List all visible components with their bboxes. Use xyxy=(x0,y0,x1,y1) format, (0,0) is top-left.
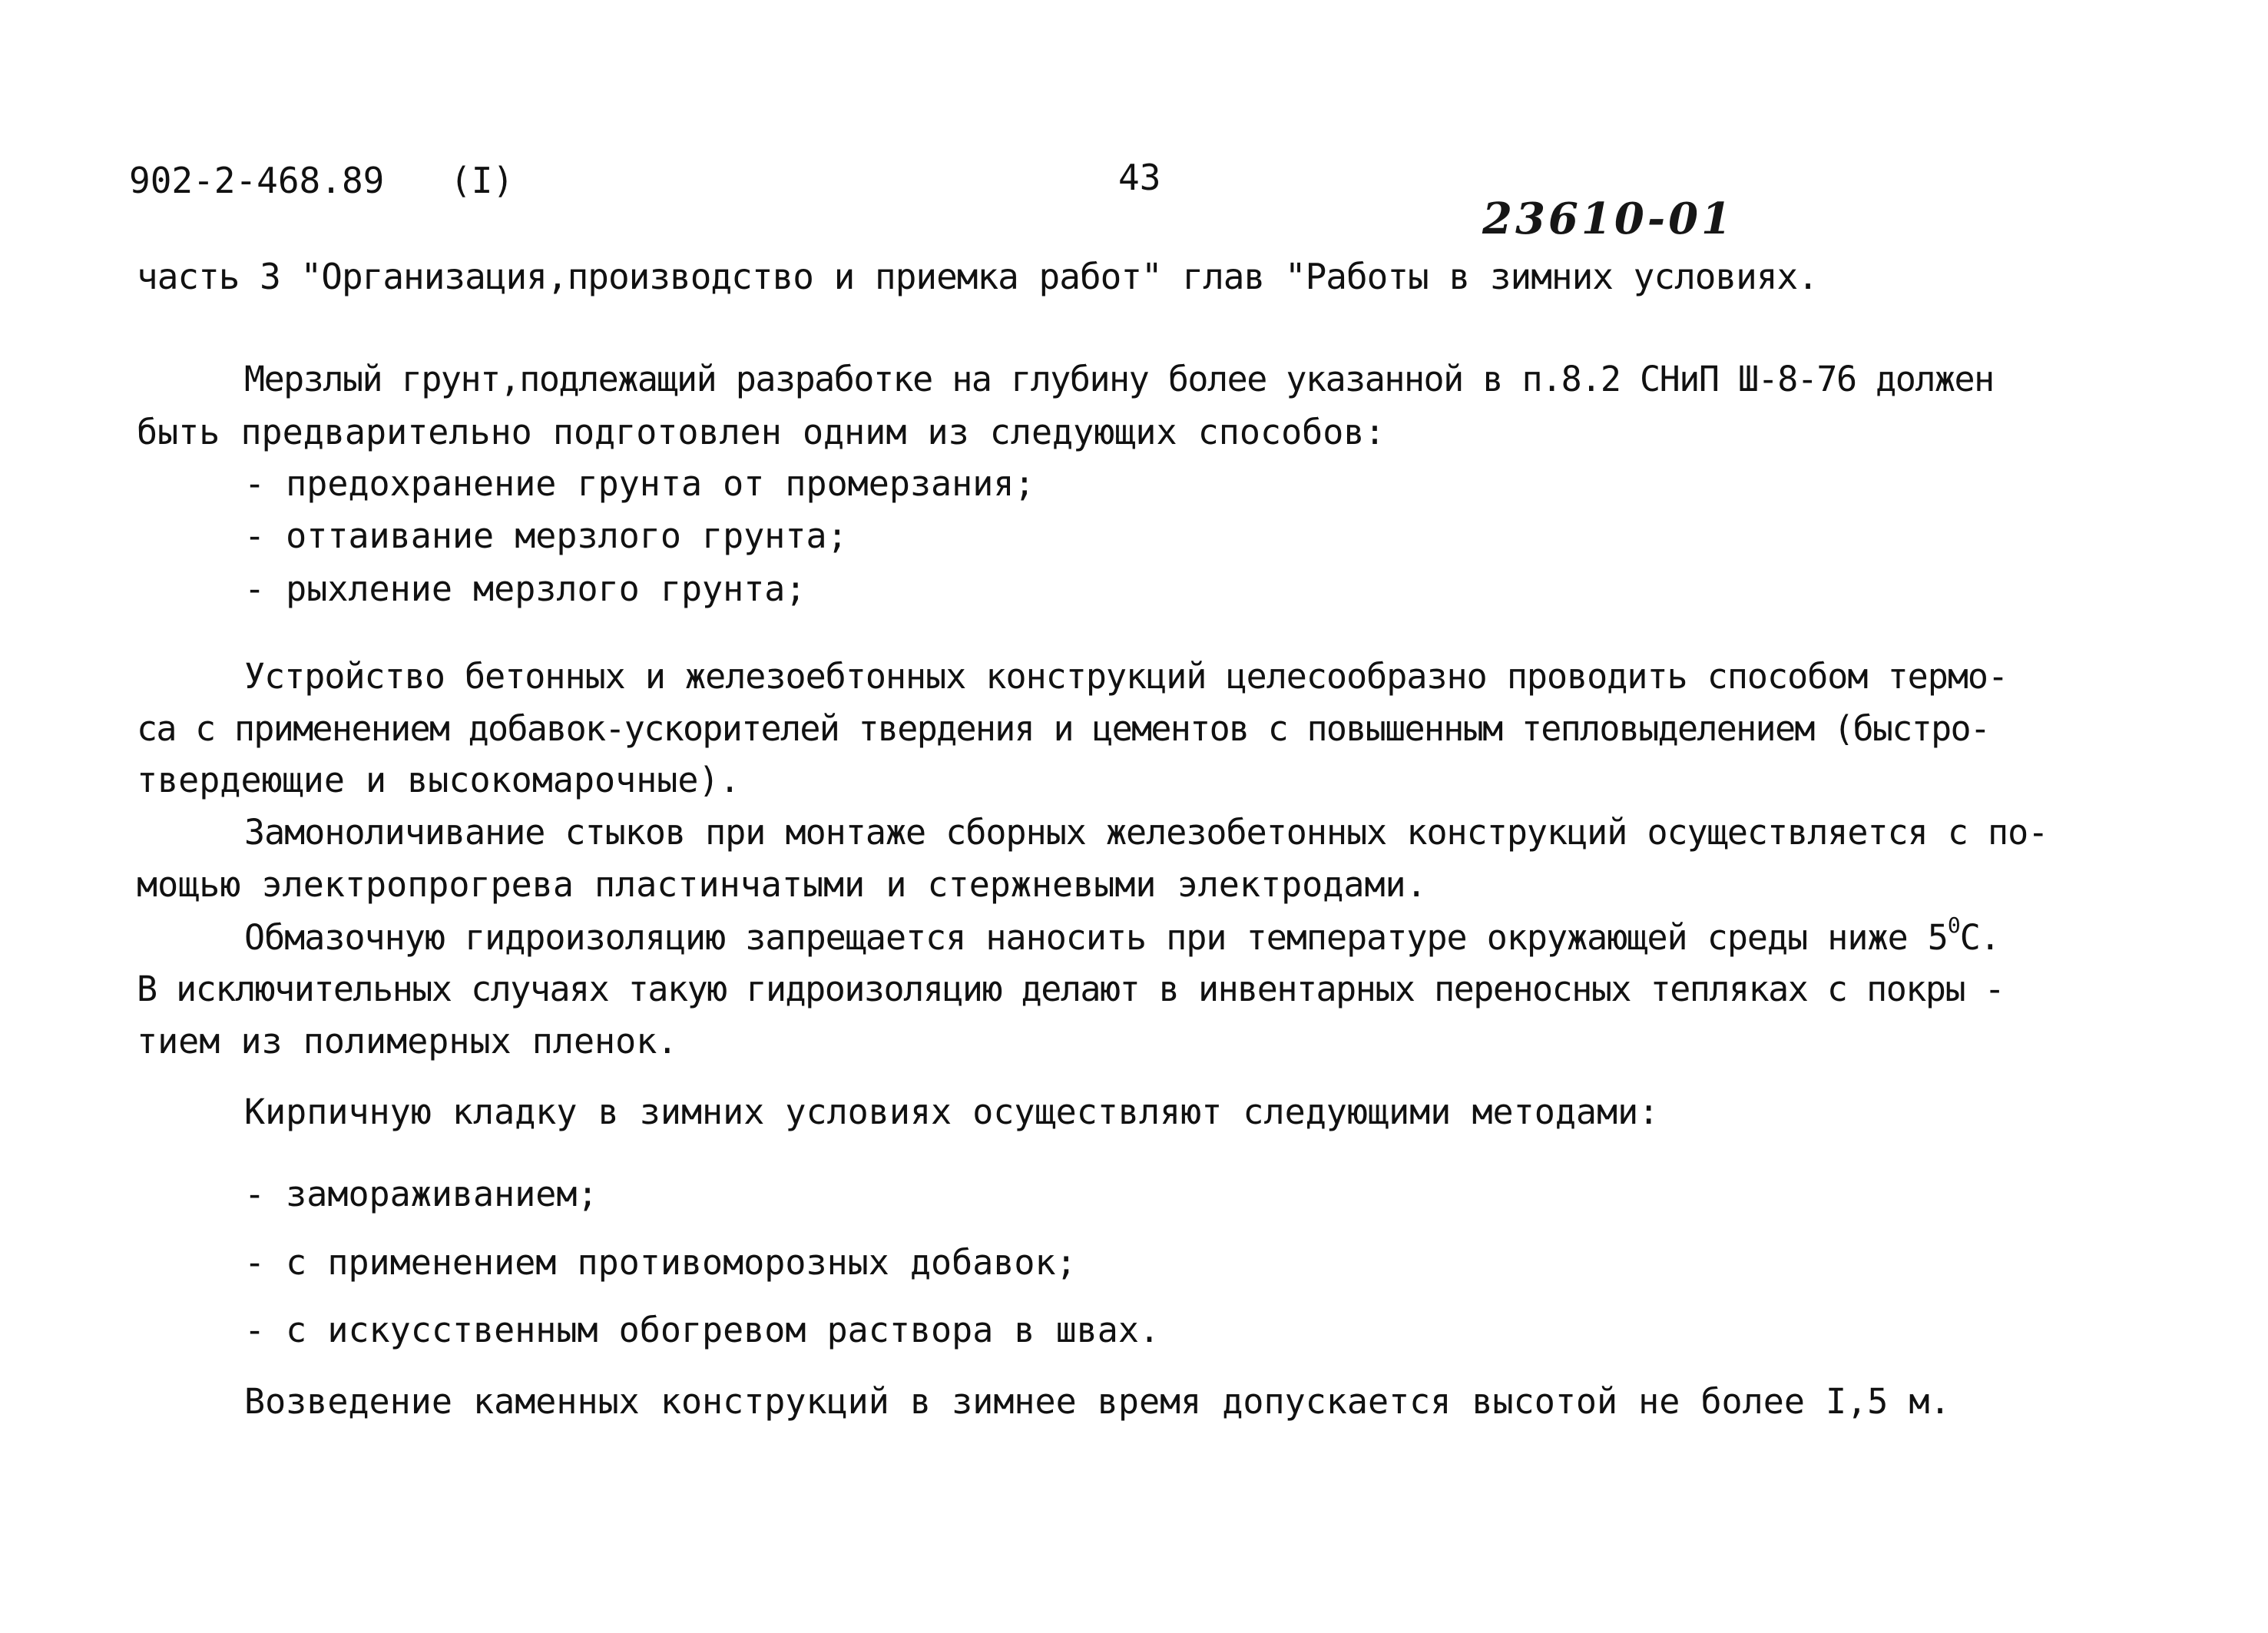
text-line: мощью электропрогрева пластинчатыми и стержневыми электродами. xyxy=(137,864,1427,905)
text-line: Замоноличивание стыков при монтаже сборных железобетонных конструкций осуществляется с по- xyxy=(244,812,2048,853)
list-item: - оттаивание мерзлого грунта; xyxy=(244,515,848,556)
text-line: са с применением добавок-ускорителей твердения и цементов с повышенным тепловыделением (быстро- xyxy=(137,708,1990,749)
document-code: 902-2-468.89 xyxy=(129,160,385,201)
list-item: - с искусственным обогревом раствора в швах. xyxy=(244,1310,1160,1350)
text-line: быть предварительно подготовлен одним из следующих способов: xyxy=(137,412,1386,452)
list-item: - предохранение грунта от промерзания; xyxy=(244,463,1035,504)
text-line: В исключительных случаях такую гидроизоляцию делают в инвентарных переносных тепляках с покры - xyxy=(137,969,2005,1009)
list-item: - с применением противоморозных добавок; xyxy=(244,1242,1077,1283)
text-line: Возведение каменных конструкций в зимнее время допускается высотой не более I,5 м. xyxy=(244,1381,1951,1422)
list-item: - рыхление мерзлого грунта; xyxy=(244,568,806,609)
text-line: Кирпичную кладку в зимних условиях осуществляют следующими методами: xyxy=(244,1091,1660,1132)
text-line: твердеющие и высокомарочные). xyxy=(137,760,740,800)
list-item: - замораживанием; xyxy=(244,1174,598,1214)
handwritten-number: 23610-01 xyxy=(1482,194,1734,244)
text-line: Устройство бетонных и железоебтонных конструкций целесообразно проводить способом термо- xyxy=(244,656,2008,697)
text-segment: Обмазочную гидроизоляцию запрещается наносить при температуре окружающей среды ниже 5 xyxy=(244,917,1948,958)
text-line: Мерзлый грунт,подлежащий разработке на глубину более указанной в п.8.2 СНиП Ш-8-76 должен xyxy=(244,359,1994,399)
text-line: тием из полимерных пленок. xyxy=(137,1021,678,1062)
document-part: (I) xyxy=(450,160,515,201)
page-number: 43 xyxy=(1118,157,1161,198)
text-line: часть 3 "Организация,производство и приемка работ" глав "Работы в зимних условиях. xyxy=(137,256,1818,297)
text-line xyxy=(244,915,2000,961)
degree-superscript: 0 xyxy=(1947,913,1960,938)
text-segment: С. xyxy=(1959,917,2000,958)
